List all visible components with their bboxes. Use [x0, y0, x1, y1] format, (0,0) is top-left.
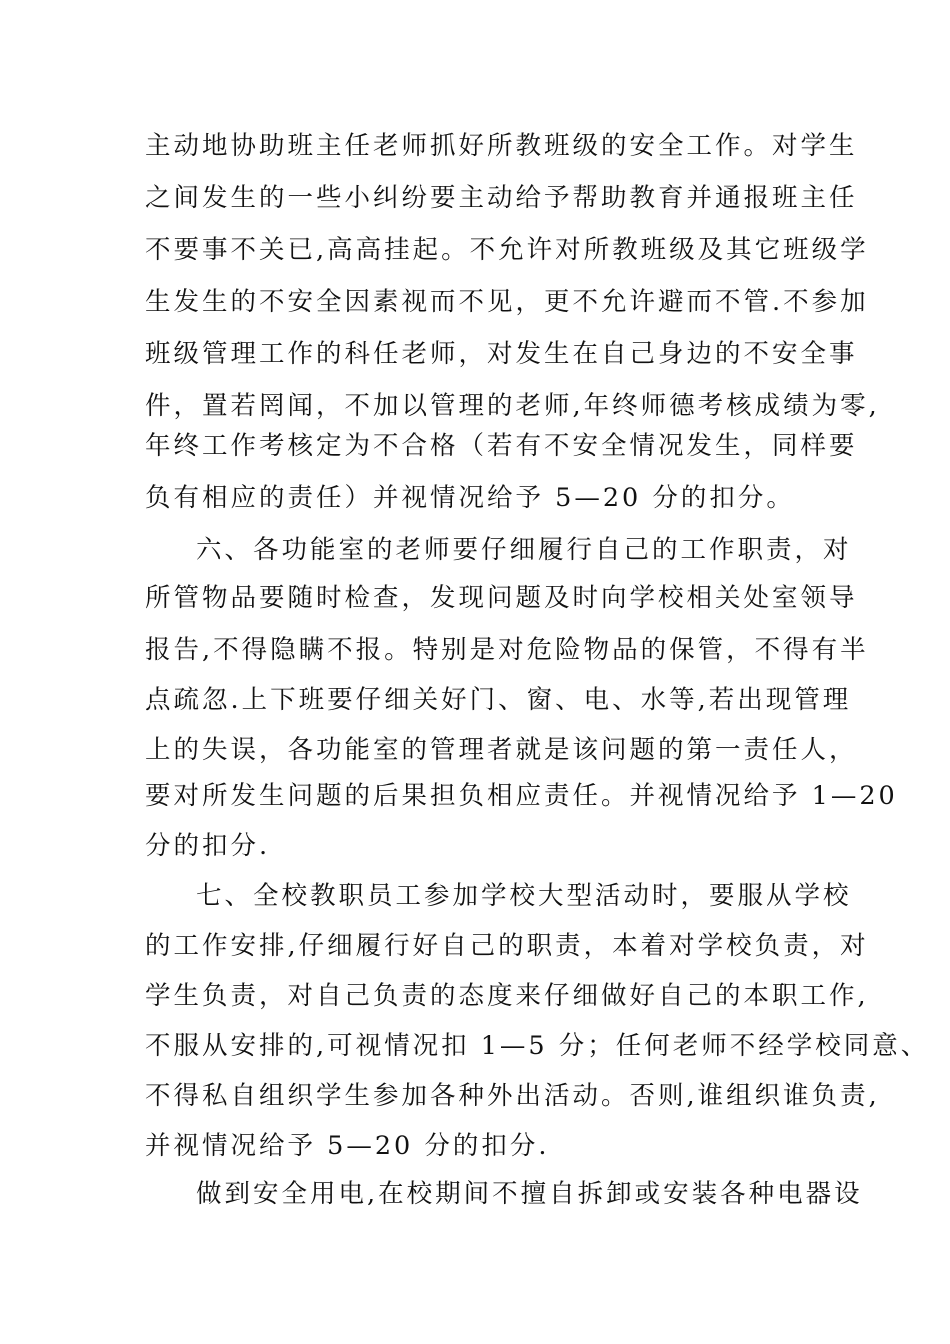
paragraph-first-line: 做到安全用电,在校期间不擅自拆卸或安装各种电器设 — [196, 1179, 863, 1209]
text-line: 报告,不得隐瞒不报。特别是对危险物品的保管，不得有半 — [145, 635, 869, 665]
text-line: 件，置若罔闻，不加以管理的老师,年终师德考核成绩为零, — [145, 391, 880, 421]
text-line: 并视情况给予 5—20 分的扣分. — [145, 1131, 550, 1161]
text-line: 主动地协助班主任老师抓好所教班级的安全工作。对学生 — [145, 131, 858, 161]
text-line: 分的扣分. — [145, 831, 271, 861]
text-line: 不要事不关已,高高挂起。不允许对所教班级及其它班级学 — [145, 235, 869, 265]
text-line: 年终工作考核定为不合格（若有不安全情况发生，同样要 — [145, 431, 858, 461]
text-line: 学生负责，对自己负责的态度来仔细做好自己的本职工作, — [145, 981, 869, 1011]
paragraph-first-line: 七、全校教职员工参加学校大型活动时，要服从学校 — [196, 881, 852, 911]
text-line: 不得私自组织学生参加各种外出活动。否则,谁组织谁负责, — [145, 1081, 880, 1111]
paragraph-first-line: 六、各功能室的老师要仔细履行自己的工作职责，对 — [196, 535, 852, 565]
text-line: 班级管理工作的科任老师，对发生在自己身边的不安全事 — [145, 339, 858, 369]
text-line: 所管物品要随时检查，发现问题及时向学校相关处室领导 — [145, 583, 858, 613]
text-line: 生发生的不安全因素视而不见，更不允许避而不管.不参加 — [145, 287, 869, 317]
text-line: 不服从安排的,可视情况扣 1—5 分；任何老师不经学校同意、 — [145, 1031, 930, 1061]
text-line: 的工作安排,仔细履行好自己的职责，本着对学校负责，对 — [145, 931, 869, 961]
text-line: 要对所发生问题的后果担负相应责任。并视情况给予 1—20 — [145, 781, 898, 811]
text-line: 点疏忽.上下班要仔细关好门、窗、电、水等,若出现管理 — [145, 685, 852, 715]
text-line: 之间发生的一些小纠纷要主动给予帮助教育并通报班主任 — [145, 183, 858, 213]
text-line: 负有相应的责任）并视情况给予 5—20 分的扣分。 — [145, 483, 795, 513]
text-line: 上的失误，各功能室的管理者就是该问题的第一责任人， — [145, 735, 858, 765]
